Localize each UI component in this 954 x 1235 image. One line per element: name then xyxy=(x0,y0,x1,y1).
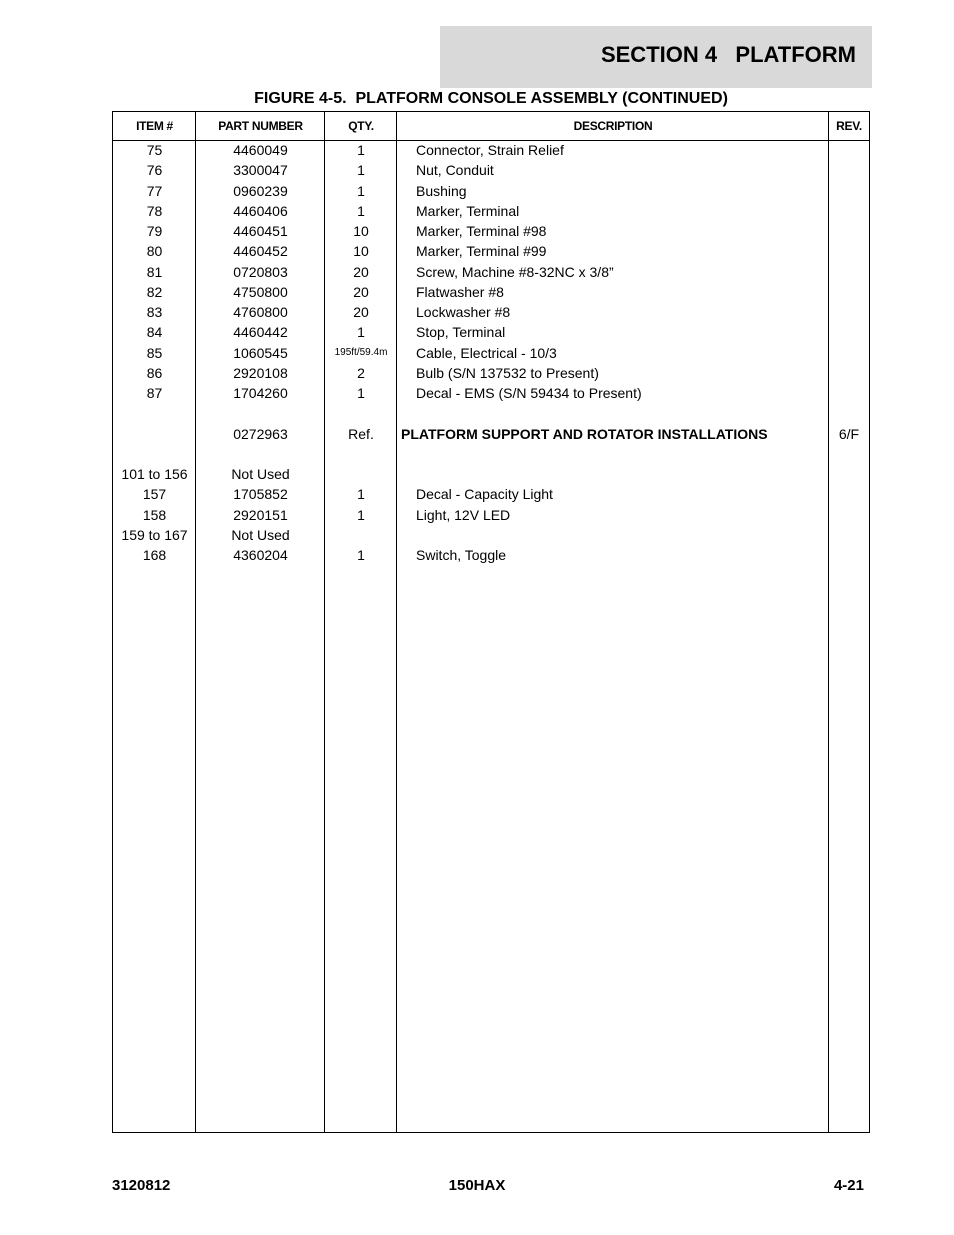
part-number: 2920108 xyxy=(233,364,288,381)
quantity: 1 xyxy=(357,385,365,401)
quantity: 20 xyxy=(353,263,369,280)
description: Decal - Capacity Light xyxy=(416,486,553,503)
description: PLATFORM SUPPORT AND ROTATOR INSTALLATIONS xyxy=(401,425,768,442)
description: Screw, Machine #8-32NC x 3/8” xyxy=(416,263,614,280)
section-header xyxy=(440,26,872,88)
header-rev: REV. xyxy=(836,119,862,133)
table-row xyxy=(113,363,869,383)
description: Marker, Terminal #98 xyxy=(416,223,547,239)
part-number: 4460452 xyxy=(233,243,288,260)
parts-table xyxy=(112,111,870,1133)
part-number: 1705852 xyxy=(233,486,288,503)
item-number: 157 xyxy=(142,486,167,503)
table-row xyxy=(113,302,869,322)
part-number: 4460406 xyxy=(233,202,288,219)
header-description: DESCRIPTION xyxy=(573,119,653,133)
part-number: 1704260 xyxy=(233,385,288,401)
quantity: 1 xyxy=(357,162,365,179)
quantity: 1 xyxy=(357,486,365,503)
description: Bushing xyxy=(416,182,467,199)
table-row xyxy=(113,201,869,221)
quantity: 2 xyxy=(357,364,365,381)
quantity: 1 xyxy=(357,202,365,219)
part-number: 4460049 xyxy=(233,142,288,158)
item-number: 85 xyxy=(146,344,163,361)
item-number: 101 to 156 xyxy=(121,466,188,482)
item-number: 79 xyxy=(146,223,163,239)
quantity: Ref. xyxy=(348,425,374,442)
description: Marker, Terminal xyxy=(416,202,520,219)
table-row xyxy=(113,160,869,180)
table-row xyxy=(113,424,869,444)
table-row xyxy=(113,525,869,545)
part-number: 4760800 xyxy=(233,304,288,320)
description: Nut, Conduit xyxy=(416,162,494,179)
description: Light, 12V LED xyxy=(416,506,511,523)
item-number: 83 xyxy=(146,304,163,320)
table-row xyxy=(113,241,869,261)
item-number: 78 xyxy=(146,202,163,219)
table-row xyxy=(113,464,869,484)
section-title: SECTION 4 PLATFORM xyxy=(600,42,856,67)
part-number: 1060545 xyxy=(233,344,288,361)
part-number: Not Used xyxy=(231,526,290,543)
description: Connector, Strain Relief xyxy=(416,142,564,158)
quantity: 1 xyxy=(357,506,365,523)
part-number: 3300047 xyxy=(233,162,288,179)
table-row xyxy=(113,545,869,565)
quantity: 20 xyxy=(353,304,369,320)
quantity: 10 xyxy=(353,243,369,260)
description: Marker, Terminal #99 xyxy=(416,243,547,260)
revision: 6/F xyxy=(838,425,860,442)
table-row xyxy=(113,322,869,342)
item-number: 76 xyxy=(146,162,163,179)
table-row xyxy=(113,505,869,525)
part-number: 0960239 xyxy=(233,182,288,199)
table-row xyxy=(113,444,869,464)
quantity: 1 xyxy=(357,182,365,199)
item-number: 168 xyxy=(142,547,167,563)
part-number: 4460451 xyxy=(233,223,288,239)
description: Stop, Terminal xyxy=(416,324,506,341)
part-number: 0272963 xyxy=(233,425,288,442)
quantity: 20 xyxy=(353,283,369,300)
footer-page-number: 4-21 xyxy=(833,1177,864,1194)
description: Switch, Toggle xyxy=(416,547,507,563)
table-row xyxy=(113,484,869,504)
table-row xyxy=(113,282,869,302)
table-row xyxy=(113,262,869,282)
header-part-number: PART NUMBER xyxy=(218,119,303,133)
footer-model: 150HAX xyxy=(448,1177,506,1194)
description: Flatwasher #8 xyxy=(416,283,504,300)
table-row xyxy=(113,221,869,241)
part-number: 2920151 xyxy=(233,506,288,523)
quantity: 195ft/59.4m xyxy=(334,346,388,358)
quantity: 1 xyxy=(357,547,365,563)
table-body xyxy=(113,140,869,565)
description: Lockwasher #8 xyxy=(416,304,511,320)
table-row xyxy=(113,181,869,201)
item-number: 86 xyxy=(146,364,163,381)
description: Cable, Electrical - 10/3 xyxy=(416,344,557,361)
part-number: 0720803 xyxy=(233,263,288,280)
header-qty: QTY. xyxy=(348,119,374,133)
description: Bulb (S/N 137532 to Present) xyxy=(416,364,599,381)
part-number: 4360204 xyxy=(233,547,288,563)
item-number: 77 xyxy=(146,182,163,199)
item-number: 82 xyxy=(146,283,163,300)
item-number: 159 to 167 xyxy=(121,526,188,543)
item-number: 87 xyxy=(146,385,163,401)
footer-doc-number: 3120812 xyxy=(112,1177,171,1194)
item-number: 84 xyxy=(146,324,163,341)
item-number: 81 xyxy=(146,263,163,280)
quantity: 10 xyxy=(353,223,369,239)
table-row xyxy=(113,403,869,423)
part-number: Not Used xyxy=(231,466,290,482)
table-row xyxy=(113,383,869,403)
part-number: 4750800 xyxy=(233,283,288,300)
description: Decal - EMS (S/N 59434 to Present) xyxy=(416,385,642,401)
header-item: ITEM # xyxy=(136,119,173,133)
part-number: 4460442 xyxy=(233,324,288,341)
table-row xyxy=(113,140,869,160)
figure-title: FIGURE 4-5. PLATFORM CONSOLE ASSEMBLY (CONTINUED) xyxy=(254,90,728,107)
item-number: 158 xyxy=(142,506,167,523)
item-number: 80 xyxy=(146,243,163,260)
item-number: 75 xyxy=(146,142,163,158)
quantity: 1 xyxy=(357,324,365,341)
quantity: 1 xyxy=(357,142,365,158)
table-row xyxy=(113,343,869,363)
